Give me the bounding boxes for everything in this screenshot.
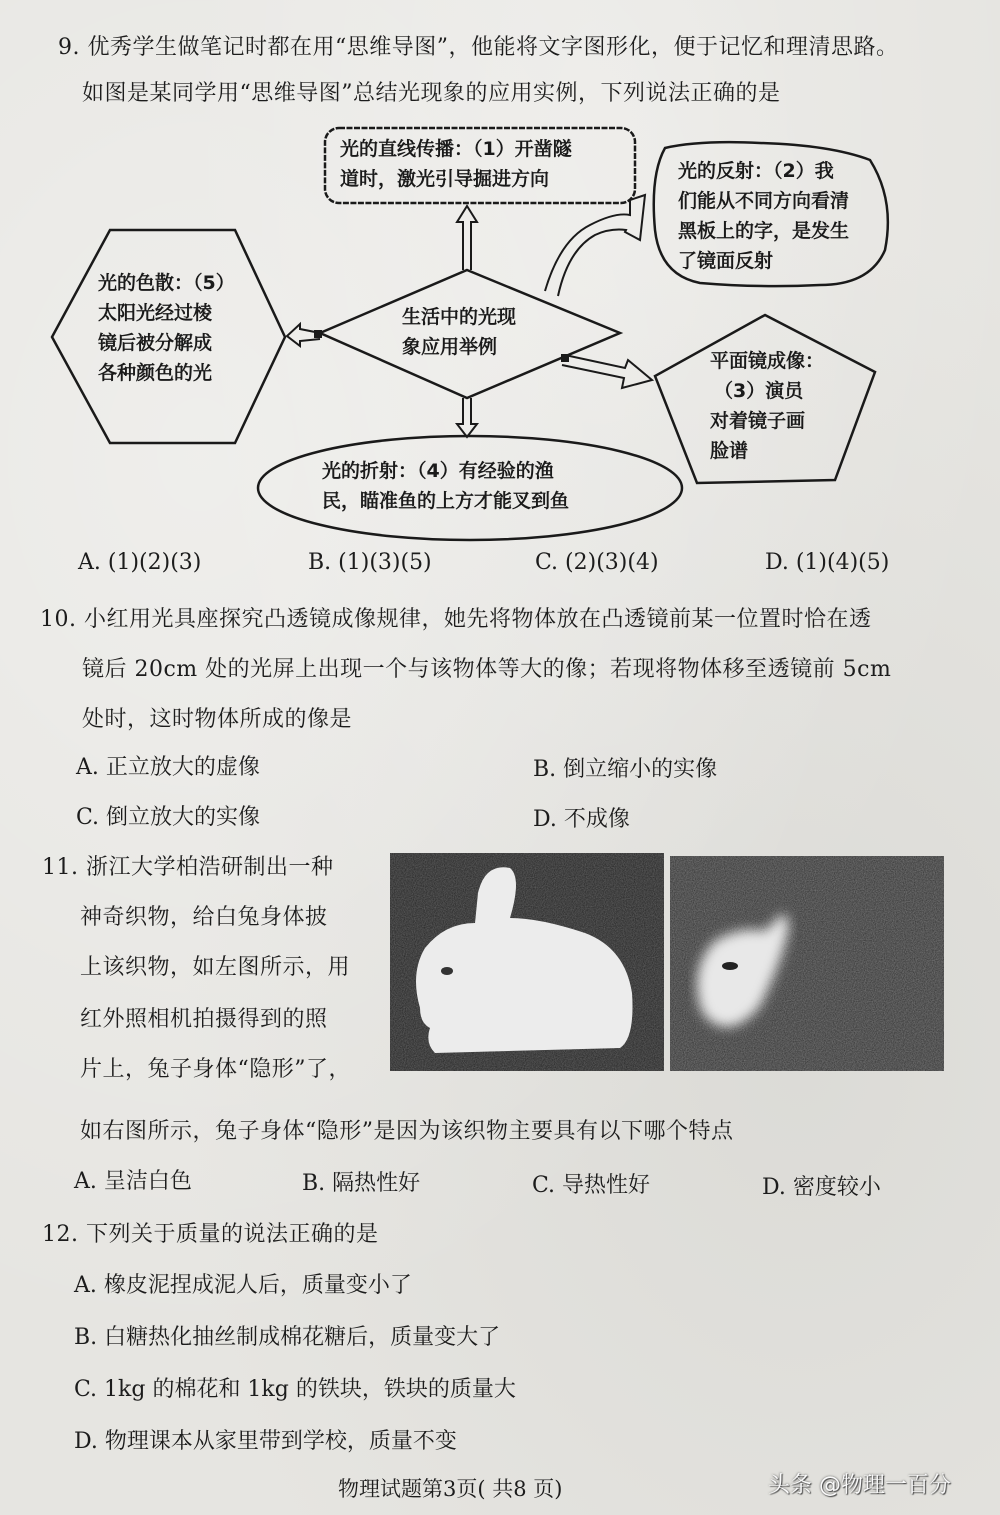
q12-option-a[interactable]: A. 橡皮泥捏成泥人后，质量变小了 <box>74 1273 412 1298</box>
q9-option-d[interactable]: D. (1)(4)(5) <box>765 550 890 575</box>
q9-option-b[interactable]: B. (1)(3)(5) <box>308 550 432 575</box>
arrow-curved-to-cloud <box>545 195 645 296</box>
q12-option-b[interactable]: B. 白糖热化抽丝制成棉花糖后，质量变大了 <box>74 1325 501 1350</box>
q11-stem-line1: 11. 浙江大学柏浩研制出一种 <box>42 855 334 880</box>
q9-stem-line2: 如图是某同学用“思维导图”总结光现象的应用实例，下列说法正确的是 <box>82 81 781 106</box>
center-line: 生活中的光现 <box>402 306 517 328</box>
q10-option-c[interactable]: C. 倒立放大的实像 <box>76 805 261 830</box>
q10-option-a[interactable]: A. 正立放大的虚像 <box>76 755 260 780</box>
arrow-down <box>457 398 477 437</box>
rabbit-photo-left <box>390 853 664 1071</box>
q9-option-a[interactable]: A. (1)(2)(3) <box>78 550 202 575</box>
hexagon-line: 光的色散：（5） <box>98 272 235 294</box>
top-box-line: 道时，激光引导掘进方向 <box>340 168 550 190</box>
q9-option-c[interactable]: C. (2)(3)(4) <box>535 550 659 575</box>
mind-map-diagram <box>0 110 1000 550</box>
bottom-ellipse-text <box>322 456 569 516</box>
top-box-text <box>340 134 572 194</box>
page-footer-label: 物理试题第3页( 共8 页) <box>338 1477 563 1501</box>
rabbit-photo-right <box>670 856 944 1071</box>
q11-stem-line3: 上该织物，如左图所示，用 <box>80 955 351 980</box>
cloud-line: 们能从不同方向看清 <box>678 190 850 212</box>
q11-stem-line5: 片上，兔子身体“隐形”了， <box>80 1057 351 1082</box>
q10-stem-line2: 镜后 20cm 处的光屏上出现一个与该物体等大的像；若现将物体移至透镜前 5cm <box>82 657 892 682</box>
q10-stem-line3: 处时，这时物体所成的像是 <box>82 707 353 732</box>
arrow-up <box>457 206 477 270</box>
q11-option-d[interactable]: D. 密度较小 <box>762 1175 881 1200</box>
ellipse-line: 光的折射：（4）有经验的渔 <box>322 460 554 482</box>
q10-option-b[interactable]: B. 倒立缩小的实像 <box>533 757 718 782</box>
q11-option-a[interactable]: A. 呈洁白色 <box>74 1169 192 1194</box>
q11-stem-line6: 如右图所示，兔子身体“隐形”是因为该织物主要具有以下哪个特点 <box>80 1119 734 1144</box>
q11-option-b[interactable]: B. 隔热性好 <box>302 1171 421 1196</box>
right-pentagon-text <box>710 346 824 466</box>
right-cloud-text <box>678 156 849 276</box>
center-line: 象应用举例 <box>402 336 498 358</box>
q12-option-c[interactable]: C. 1kg 的棉花和 1kg 的铁块，铁块的质量大 <box>74 1377 516 1402</box>
q12-option-d[interactable]: D. 物理课本从家里带到学校，质量不变 <box>74 1429 457 1454</box>
pentagon-line: （3）演员 <box>714 380 804 402</box>
arrow-right-to-pentagon <box>562 355 652 388</box>
hexagon-line: 镜后被分解成 <box>98 332 213 354</box>
hexagon-line: 太阳光经过棱 <box>98 302 213 324</box>
infrared-rabbit-image <box>670 856 944 1071</box>
pentagon-line: 对着镜子画 <box>710 410 806 432</box>
q11-stem-line2: 神奇织物，给白兔身体披 <box>80 905 328 930</box>
center-diamond-text <box>402 302 516 362</box>
cloud-line: 黑板上的字，是发生 <box>678 220 850 242</box>
hexagon-line: 各种颜色的光 <box>98 362 213 384</box>
left-hexagon-text <box>98 268 235 388</box>
pentagon-line: 平面镜成像： <box>710 350 825 372</box>
q11-stem-line4: 红外照相机拍摄得到的照 <box>80 1007 328 1032</box>
top-box-line: 光的直线传播：（1）开凿隧 <box>340 138 572 160</box>
cloud-line: 了镜面反射 <box>678 250 774 272</box>
q10-stem-line1: 10. 小红用光具座探究凸透镜成像规律，她先将物体放在凸透镜前某一位置时恰在透 <box>40 607 872 632</box>
q9-stem-line1: 9. 优秀学生做笔记时都在用“思维导图”，他能将文字图形化，便于记忆和理清思路。 <box>58 35 899 60</box>
white-rabbit-image <box>390 853 664 1071</box>
watermark-text: 头条 @物理一百分 <box>768 1473 951 1498</box>
ellipse-line: 民，瞄准鱼的上方才能叉到鱼 <box>322 490 570 512</box>
pentagon-line: 脸谱 <box>710 440 749 462</box>
q10-option-d[interactable]: D. 不成像 <box>533 807 630 832</box>
q12-stem: 12. 下列关于质量的说法正确的是 <box>42 1222 379 1247</box>
cloud-line: 光的反射：（2）我 <box>678 160 834 182</box>
q11-option-c[interactable]: C. 导热性好 <box>532 1173 651 1198</box>
